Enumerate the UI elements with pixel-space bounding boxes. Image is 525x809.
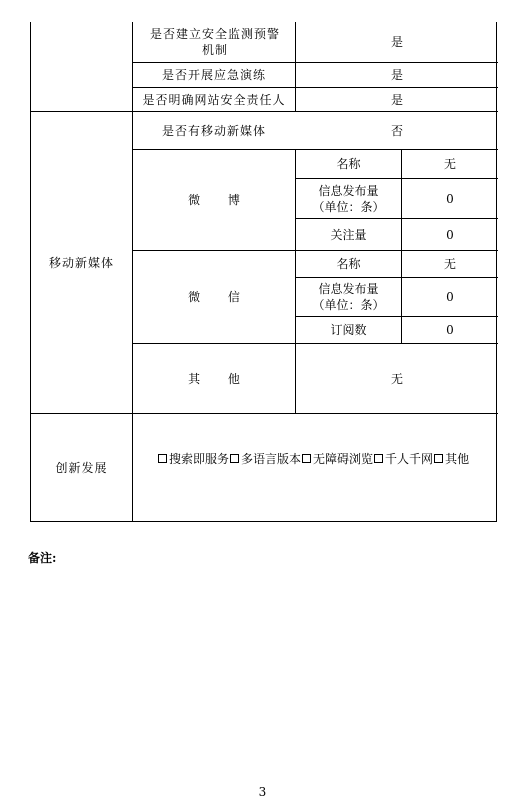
page-number: 3 [258,785,267,799]
weibo-posts-label: 信息发布量（单位：条） [312,183,385,214]
weibo-name-value: 无 [443,157,456,171]
security-warning-value: 是 [390,35,403,49]
has-mobile-media-value: 否 [390,123,403,138]
wechat-subscribers-label: 订阅数 [330,323,367,337]
innovation-option[interactable] [302,450,373,467]
responsibility-value: 是 [390,92,403,107]
security-warning-label: 是否建立安全监测预警机制 [149,27,280,57]
weibo-posts-value: 0 [446,191,454,206]
weibo-label: 微 博 [188,193,252,207]
innovation-label: 创新发展 [55,461,108,475]
innovation-option[interactable] [434,450,469,467]
wechat-name-value: 无 [443,257,456,271]
checkbox-icon[interactable] [374,454,383,463]
remarks-label: 备注: [28,551,57,565]
responsibility-label: 是否明确网站安全责任人 [142,92,286,107]
innovation-option[interactable] [230,450,301,467]
wechat-label: 微 信 [188,290,252,304]
has-mobile-media-label: 是否有移动新媒体 [161,123,266,138]
innovation-option-label: 搜索即服务 [169,451,230,466]
report-table [30,22,497,522]
innovation-option-label: 千人千网 [385,451,434,466]
wechat-posts-label: 信息发布量（单位：条） [312,282,385,312]
mobile-media-section-label: 移动新媒体 [48,255,114,270]
emergency-drill-label: 是否开展应急演练 [161,68,266,82]
other-media-value: 无 [390,371,403,386]
other-media-label: 其 他 [188,371,252,386]
innovation-option-label: 无障碍浏览 [313,451,374,466]
checkbox-icon[interactable] [158,454,167,463]
emergency-drill-value: 是 [390,68,403,82]
innovation-option-label: 多语言版本 [241,451,302,466]
checkbox-icon[interactable] [230,454,239,463]
innovation-options [158,450,470,466]
innovation-option-label: 其他 [445,451,470,466]
innovation-option[interactable] [374,450,433,467]
wechat-posts-value: 0 [446,290,454,304]
checkbox-icon[interactable] [434,454,443,463]
checkbox-icon[interactable] [302,454,311,463]
weibo-followers-value: 0 [446,227,454,242]
wechat-name-label: 名称 [336,257,361,271]
innovation-option[interactable] [158,450,229,467]
wechat-subscribers-value: 0 [446,323,454,337]
weibo-followers-label: 关注量 [330,227,367,242]
weibo-name-label: 名称 [336,157,361,171]
